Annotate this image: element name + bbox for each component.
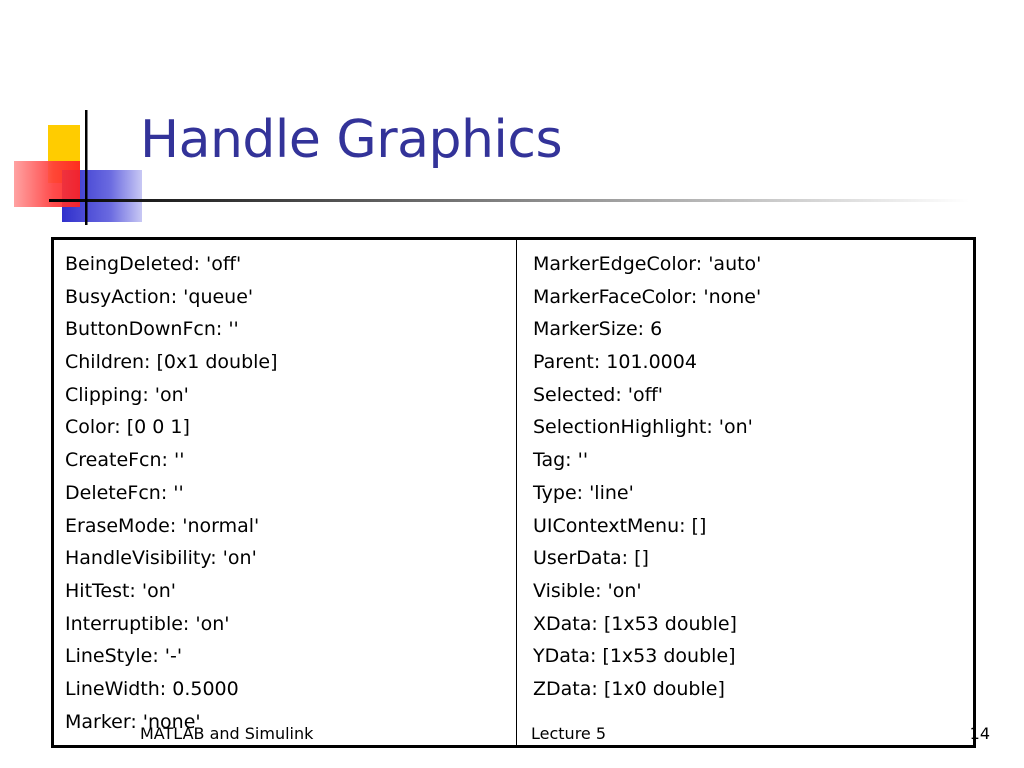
property-row: HitTest: 'on': [65, 579, 176, 602]
footer-lecture: Lecture 5: [531, 724, 607, 743]
property-row: MarkerEdgeColor: 'auto': [533, 253, 762, 275]
property-row: HandleVisibility: 'on': [65, 547, 257, 570]
property-row: MarkerFaceColor: 'none': [533, 285, 762, 308]
property-row: EraseMode: 'normal': [65, 514, 260, 537]
property-row: BusyAction: 'queue': [65, 285, 254, 308]
property-row: UserData: []: [533, 547, 649, 570]
property-row: Selected: 'off': [533, 383, 663, 406]
property-row: UIContextMenu: []: [533, 514, 707, 537]
property-row: ZData: [1x0 double]: [533, 677, 725, 700]
property-row: Clipping: 'on': [65, 383, 189, 406]
properties-column-right: [517, 240, 973, 745]
property-row: Parent: 101.0004: [533, 351, 697, 374]
property-row: Type: 'line': [533, 481, 634, 504]
property-row: SelectionHighlight: 'on': [533, 416, 753, 439]
property-row: ButtonDownFcn: '': [65, 318, 239, 341]
footer-course: MATLAB and Simulink: [140, 724, 314, 743]
property-row: Interruptible: 'on': [65, 612, 230, 635]
slide-title: Handle Graphics: [140, 110, 563, 170]
page-number: 14: [969, 724, 990, 743]
property-row: YData: [1x53 double]: [533, 645, 736, 668]
title-underline: [49, 199, 969, 202]
property-row: CreateFcn: '': [65, 449, 185, 472]
property-row: MarkerSize: 6: [533, 318, 663, 341]
property-row: DeleteFcn: '': [65, 481, 184, 504]
vertical-accent-line: [85, 110, 88, 225]
property-row: Color: [0 0 1]: [65, 416, 190, 439]
property-row: LineStyle: '-': [65, 645, 183, 668]
property-row: Visible: 'on': [533, 579, 642, 602]
properties-table: [51, 237, 976, 748]
property-row: Tag: '': [533, 449, 589, 472]
properties-column-left: [54, 240, 517, 745]
property-row: BeingDeleted: 'off': [65, 253, 242, 275]
property-row: Marker: 'none': [65, 710, 201, 733]
property-row: XData: [1x53 double]: [533, 612, 737, 635]
property-row: Children: [0x1 double]: [65, 351, 278, 374]
property-row: LineWidth: 0.5000: [65, 677, 239, 700]
